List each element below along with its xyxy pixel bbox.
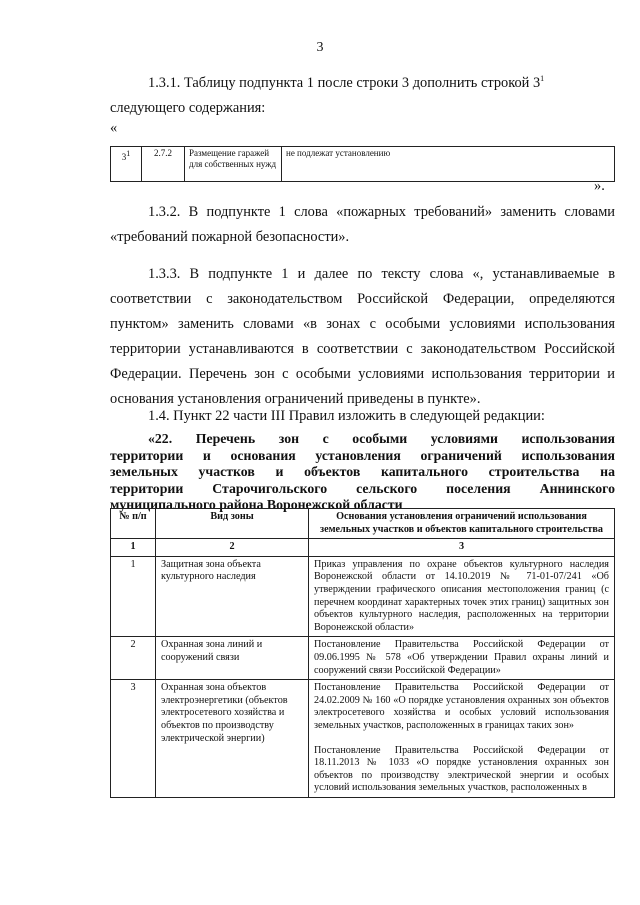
inserted-row-table xyxy=(110,146,615,182)
paragraph-1-3-1: 1.3.1. Таблицу подпункта 1 после строки 3 дополнить строкой $3^1$ следующего содержания: xyxy=(110,74,545,116)
table-header-row xyxy=(111,509,615,539)
row-name: Размещение гаражей для собственных нужд xyxy=(185,147,282,182)
row-basis: Постановление Правительства Российской Федерации от 09.06.1995 № 578 «Об утверждении Правил охраны линий и сооружений связи Российской Федерации» xyxy=(309,637,615,680)
colnum-2: 2 xyxy=(156,539,309,557)
table-row xyxy=(111,637,615,680)
colnum-3: 3 xyxy=(309,539,615,557)
header-basis: Основания установления ограничений использования земельных участков и объектов капитального строительства xyxy=(309,509,615,539)
header-num: № п/п xyxy=(111,509,156,539)
row-num: 3 xyxy=(111,680,156,798)
paragraph-1-3-2: 1.3.2. В подпункте 1 слова «пожарных требований» заменить словами «требований пожарной безопасности». xyxy=(110,204,615,245)
close-quote: ». xyxy=(594,178,605,194)
row-num: 1 xyxy=(111,556,156,637)
basis-paragraph: Постановление Правительства Российской Федерации от 18.11.2013 № 1033 «О порядке установления охранных зон объектов по производству электрической энергии и особых условий использования земельных участков, расположенных в xyxy=(314,744,609,794)
table-row xyxy=(111,147,615,182)
colnum-1: 1 xyxy=(111,539,156,557)
open-quote: « xyxy=(110,120,118,136)
page-number: 3 xyxy=(316,40,324,55)
table-row xyxy=(111,556,615,637)
table-colnum-row xyxy=(111,539,615,557)
paragraph-1-3-3: 1.3.3. В подпункте 1 и далее по тексту слова «, устанавливаемые в соответствии с законодательством Российской Федерации, определяются пунктом» заменить словами «в зонах с особыми условиями использования территории устанавливаются в соответствии с законодательством Российской Федерации. Перечень зон с особыми условиями использования территории и основания установления ограничений приведены в пункте». xyxy=(110,266,615,407)
zones-table xyxy=(110,508,615,798)
row-number: $3^1$ xyxy=(111,147,142,182)
row-zone: Охранная зона линий и сооружений связи xyxy=(156,637,309,680)
basis-paragraph: Постановление Правительства Российской Федерации от 24.02.2009 № 160 «О порядке установления охранных зон объектов электросетевого хозяйства и особых условий использования земельных участков, расположенных в границах таких зон» xyxy=(314,682,609,731)
row-num: 2 xyxy=(111,637,156,680)
section-heading: «22. Перечень зон с особыми условиями использования территории и основания установления ограничений использования земельных участков и объектов капитального строительства на территории Старочигольского сельского поселения Аннинского муниципального района Воронежской области xyxy=(110,431,615,512)
row-basis: Приказ управления по охране объектов культурного наследия Воронежской области от 14.10.2019 № 71-01-07/241 «Об утверждении графического описания местоположения границ (с перечнем координат характерных точек этих границ) защитных зон объектов культурного наследия, расположенных на территории Воронежской области» xyxy=(309,556,615,637)
row-code: 2.7.2 xyxy=(142,147,185,182)
row-basis xyxy=(309,680,615,798)
header-zone: Вид зоны xyxy=(156,509,309,539)
row-value: не подлежат установлению xyxy=(282,147,615,182)
table-row xyxy=(111,680,615,798)
row-zone: Охранная зона объектов электроэнергетики (объектов электросетевого хозяйства и объектов по производству электрической энергии) xyxy=(156,680,309,798)
row-zone: Защитная зона объекта культурного наследия xyxy=(156,556,309,637)
paragraph-1-4: 1.4. Пункт 22 части III Правил изложить в следующей редакции: xyxy=(148,408,545,424)
